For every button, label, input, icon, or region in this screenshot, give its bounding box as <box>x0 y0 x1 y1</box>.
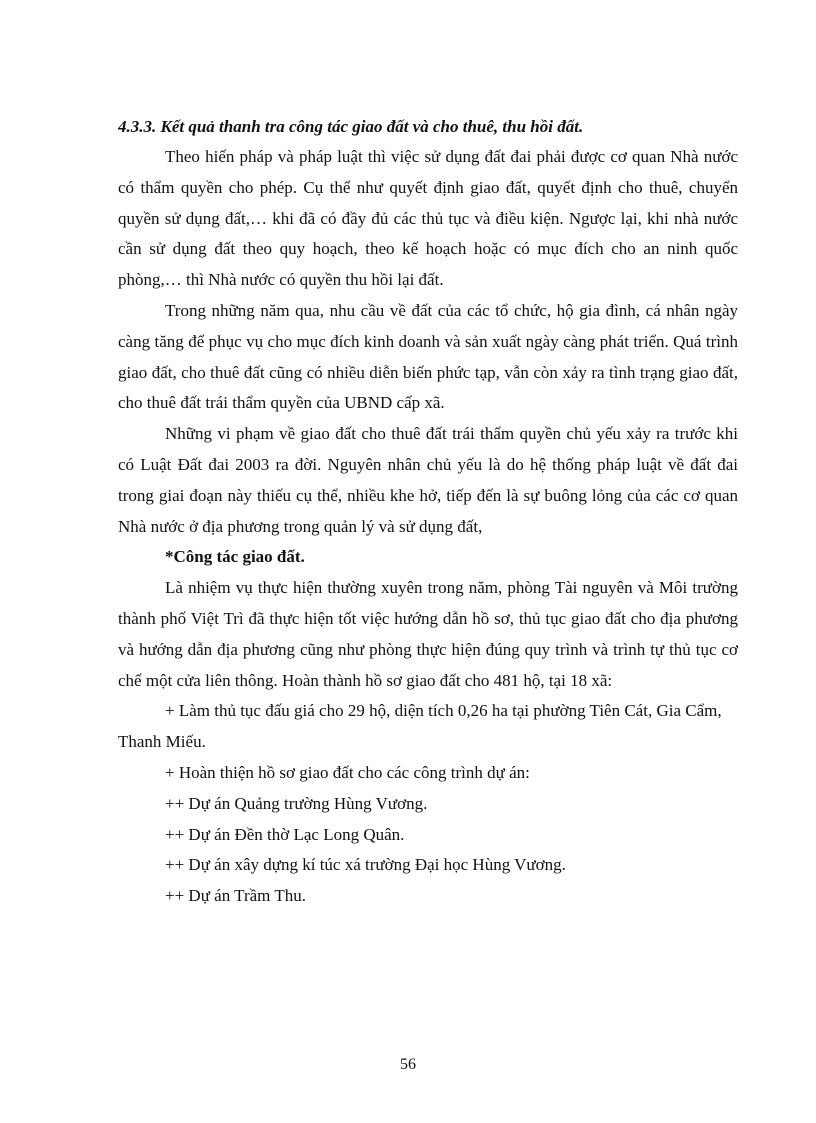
list-item-project-dormitory: ++ Dự án xây dựng kí túc xá trường Đại học Hùng Vương. <box>165 855 566 875</box>
paragraph-land-allocation: Là nhiệm vụ thực hiện thường xuyên trong năm, phòng Tài nguyên và Môi trường thành phố Việt Trì đã thực hiện tốt việc hướng dẫn hồ sơ, thủ tục giao đất cho địa phương và hướng dẫn địa phương cũng như phòng thực hiện đúng quy trình và trình tự thủ tục cơ chế một cửa liên thông. Hoàn thành hồ sơ giao đất cho 481 hộ, tại 18 xã: <box>118 578 738 690</box>
section-heading: 4.3.3. Kết quả thanh tra công tác giao đất và cho thuê, thu hồi đất. <box>118 117 584 136</box>
list-item-projects: + Hoàn thiện hồ sơ giao đất cho các công trình dự án: <box>165 762 530 782</box>
subsection-title: *Công tác giao đất. <box>165 547 305 567</box>
list-item-auction: + Làm thủ tục đấu giá cho 29 hộ, diện tích 0,26 ha tại phường Tiên Cát, Gia Cẩm, Thanh Miếu. <box>118 701 722 752</box>
list-item-project-temple: ++ Dự án Đền thờ Lạc Long Quân. <box>165 824 405 844</box>
paragraph-land-demand: Trong những năm qua, nhu cầu về đất của các tổ chức, hộ gia đình, cá nhân ngày càng tăng để phục vụ cho mục đích kinh doanh và sản xuất ngày càng phát triển. Quá trình giao đất, cho thuê đất cũng có nhiều diễn biến phức tạp, vẫn còn xảy ra tình trạng giao đất, cho thuê đất trái thẩm quyền của UBND cấp xã. <box>118 300 738 413</box>
list-item-project-tram-thu: ++ Dự án Trầm Thu. <box>165 886 306 906</box>
list-item-project-square: ++ Dự án Quảng trường Hùng Vương. <box>165 793 428 813</box>
page-number: 56 <box>400 1056 416 1073</box>
paragraph-land-law: Theo hiến pháp và pháp luật thì việc sử dụng đất đai phải được cơ quan Nhà nước có thẩm quyền cho phép. Cụ thể như quyết định giao đất, quyết định cho thuê, chuyển quyền sử dụng đất,… khi đã có đầy đủ các thủ tục và điều kiện. Ngược lại, khi nhà nước cần sử dụng đất theo quy hoạch, theo kế hoạch hoặc có mục đích cho an ninh quốc phòng,… thì Nhà nước có quyền thu hồi lại đất. <box>118 147 738 290</box>
paragraph-violations: Những vi phạm về giao đất cho thuê đất trái thẩm quyền chủ yếu xảy ra trước khi có Luật Đất đai 2003 ra đời. Nguyên nhân chủ yếu là do hệ thống pháp luật về đất đai trong giai đoạn này thiếu cụ thể, nhiều khe hở, tiếp đến là sự buông lỏng của các cơ quan Nhà nước ở địa phương trong quản lý và sử dụng đất, <box>118 424 738 536</box>
document-page <box>118 112 738 912</box>
